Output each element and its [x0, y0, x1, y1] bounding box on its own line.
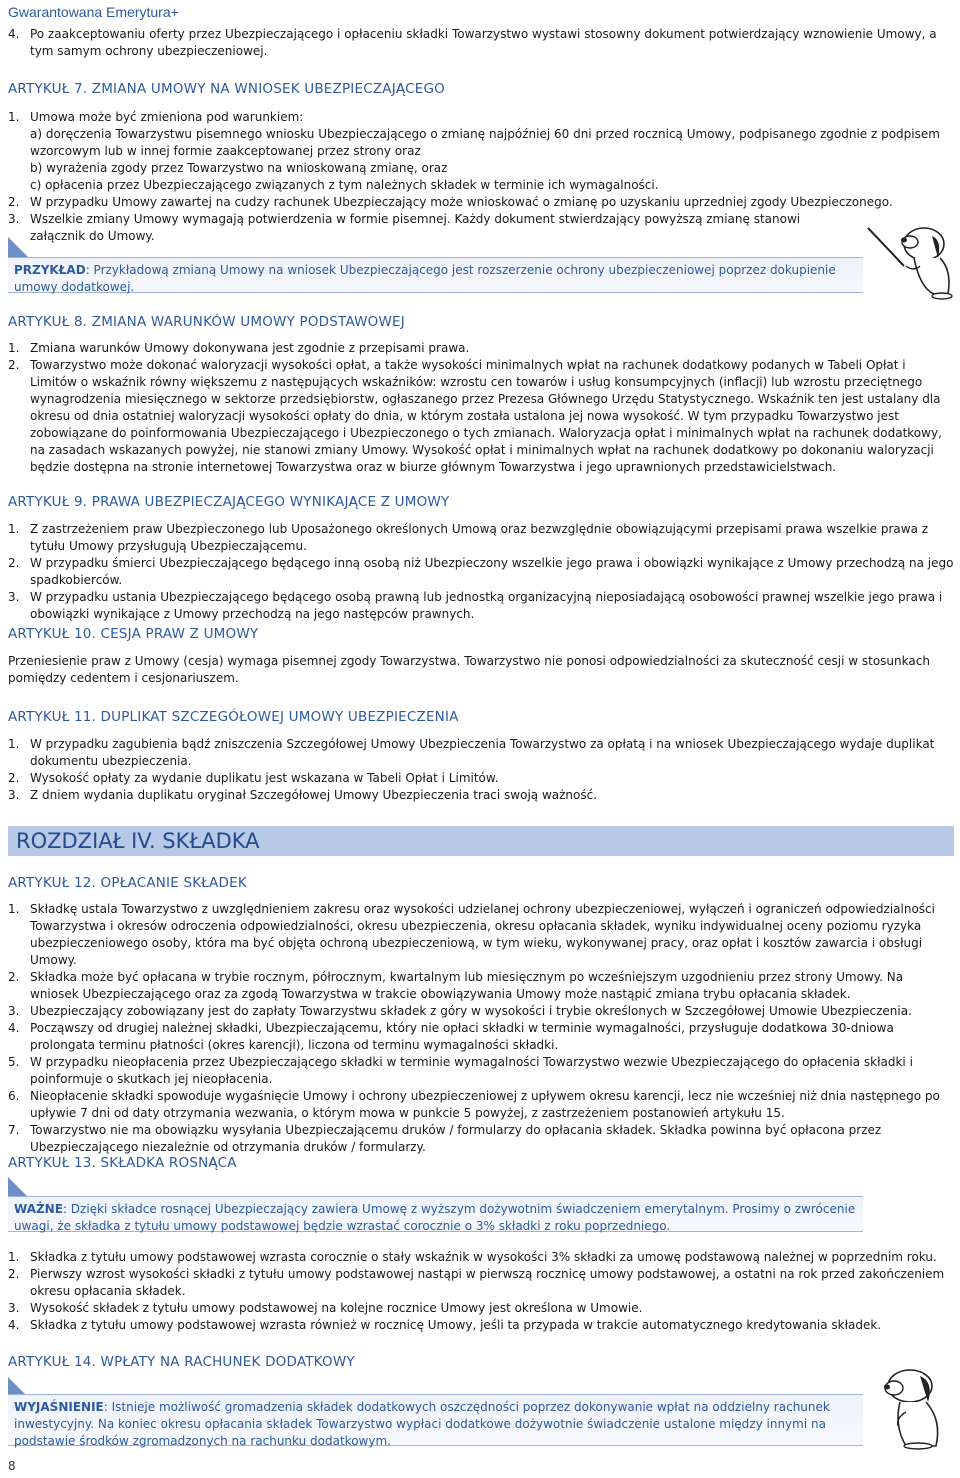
article-8-heading: ARTYKUŁ 8. ZMIANA WARUNKÓW UMOWY PODSTAWOWEJ	[8, 314, 405, 330]
item-text: Wysokość składek z tytułu umowy podstawowej na kolejne rocznice Umowy jest określona w Umowie.	[30, 1301, 643, 1315]
article-10-body: Przeniesienie praw z Umowy (cesja) wymaga pisemnej zgody Towarzystwa. Towarzystwo nie ponosi odpowiedzialności za skuteczność cesji w stosunkach pomiędzy cedentem i cesjonariuszem.	[8, 654, 930, 685]
item-number: 2.	[8, 1267, 20, 1281]
explanation-label: WYJAŚNIENIE	[14, 1400, 104, 1414]
item-number: 1.	[8, 522, 20, 536]
item-text: Z dniem wydania duplikatu oryginał Szczegółowej Umowy Ubezpieczenia traci swoją ważność.	[30, 788, 598, 802]
item-text: Składka z tytułu umowy podstawowej wzrasta również w rocznicę Umowy, jeśli ta przypada w trakcie automatycznego kredytowania składek.	[30, 1318, 882, 1332]
item-text: Z zastrzeżeniem praw Ubezpieczonego lub Uposażonego określonych Umową oraz bezwzględnie obowiązującymi przepisami prawa wszelkie prawa z tytułu Umowy przysługują Ubezpieczającemu.	[30, 522, 929, 553]
art6-item-4	[8, 26, 954, 60]
item-text: Umowa może być zmieniona pod warunkiem:	[30, 110, 304, 124]
article-10-heading: ARTYKUŁ 10. CESJA PRAW Z UMOWY	[8, 626, 259, 642]
item-number: 7.	[8, 1123, 20, 1137]
item-text: W przypadku Umowy zawartej na cudzy rachunek Ubezpieczający może wnioskować o zmianę po uzyskaniu uprzedniej zgody Ubezpieczonego.	[30, 195, 893, 209]
example-corner-triangle	[8, 237, 30, 259]
item-text: Począwszy od drugiej należnej składki, Ubezpieczającemu, który nie opłaci składki w terminie wymagalności, przysługuje dodatkowa 30-dniowa prolongata terminu płatności (okres karencji), liczona od terminu wymagalności składki.	[30, 1021, 894, 1052]
item-number: 1.	[8, 1250, 20, 1264]
item-text: W przypadku nieopłacenia przez Ubezpieczającego składki w terminie wymagalności Towarzystwo wezwie Ubezpieczającego do opłacenia składki i poinformuje o skutkach jej nieopłacenia.	[30, 1055, 913, 1086]
item-number: 1.	[8, 110, 20, 124]
sub-item-c: c) opłacenia przez Ubezpieczającego związanych z tym należnych składek w terminie ich wymagalności.	[30, 178, 659, 192]
item-number: 2.	[8, 771, 20, 785]
item-number: 1.	[8, 902, 20, 916]
explanation-text: : Istnieje możliwość gromadzenia składek dodatkowych oszczędności poprzez dokonywanie wpłat na oddzielny rachunek inwestycyjny. Na koniec okresu opłacania składek Towarzystwo wypłaci dodatkowe dożywotnie świadczenie ustalone między innymi na podstawie środków zgromadzonych na rachunku dodatkowym.	[14, 1400, 830, 1448]
article-14-heading: ARTYKUŁ 14. WPŁATY NA RACHUNEK DODATKOWY	[8, 1354, 355, 1370]
item-text: Zmiana warunków Umowy dokonywana jest zgodnie z przepisami prawa.	[30, 341, 470, 355]
item-number: 3.	[8, 212, 20, 226]
article-11-heading: ARTYKUŁ 11. DUPLIKAT SZCZEGÓŁOWEJ UMOWY UBEZPIECZENIA	[8, 709, 459, 725]
item-text: Składka może być opłacana w trybie rocznym, półrocznym, kwartalnym lub miesięcznym po wcześniejszym uzgodnieniu przez strony Umowy. Na wniosek Ubezpieczającego oraz za zgodą Towarzystwa w trakcie obowiązywania Umowy może nastąpić zmiana trybu opłacania składek.	[30, 970, 904, 1001]
article-11-body	[8, 736, 954, 804]
note-text: : Dzięki składce rosnącej Ubezpieczający zawiera Umowę z wyższym dożywotnim świadczeniem emerytalnym. Prosimy o zwrócenie uwagi, że składka z tytułu umowy podstawowej będzie wzrastać corocznie o 3% składki z roku poprzedniego.	[14, 1202, 856, 1233]
item-text: Składkę ustala Towarzystwo z uwzględnieniem zakresu oraz wysokości udzielanej ochrony ubezpieczeniowej, wyłączeń i ograniczeń odpowiedzialności Towarzystwa i okresów odroczenia odpowiedzialności, okresu ubezpieczenia, okresu opłacania składek, wyniku indywidualnej oceny poziomu ryzyka ubezpieczeniowego osoby, która ma być objęta ochroną ubezpieczeniową, w tym wieku, wykonywanej pracy, oraz opłat i kosztów zawarcia i obsługi Umowy.	[30, 902, 935, 967]
item-text: W przypadku zagubienia bądź zniszczenia Szczegółowej Umowy Ubezpieczenia Towarzystwo za opłatą i na wniosek Ubezpieczającego wydaje duplikat dokumentu ubezpieczenia.	[30, 737, 935, 768]
item-text: W przypadku śmierci Ubezpieczającego będącego inną osobą niż Ubezpieczony wszelkie jego prawa i obowiązki wynikające z Umowy przechodzą na jego spadkobierców.	[30, 556, 954, 587]
item-text: W przypadku ustania Ubezpieczającego będącego osobą prawną lub jednostką organizacyjną nieposiadającą osobowości prawnej wszelkie jego prawa i obowiązki wynikające z Umowy przechodzą na jego następców prawnych.	[30, 590, 943, 621]
snoopy-thinking-illustration	[866, 1360, 954, 1450]
item-number: 3.	[8, 1004, 20, 1018]
item-text: Wysokość opłaty za wydanie duplikatu jest wskazana w Tabeli Opłat i Limitów.	[30, 771, 499, 785]
sub-item-b: b) wyrażenia zgody przez Towarzystwo na wnioskowaną zmianę, oraz	[30, 161, 448, 175]
sub-item-a: a) doręczenia Towarzystwu pisemnego wniosku Ubezpieczającego o zmianę najpóźniej 60 dni przed rocznicą Umowy, podpisanego zgodnie z podpisem wzorcowym lub w innej formie zaakceptowanej przez strony oraz	[30, 127, 940, 158]
item-number: 2.	[8, 195, 20, 209]
item-number: 5.	[8, 1055, 20, 1069]
item-text: Towarzystwo może dokonać waloryzacji wysokości opłat, a także wysokości minimalnych wpłat na rachunek dodatkowy podanych w Tabeli Opłat i Limitów o wskaźnik równy większemu z następujących wskaźników: wzrostu cen towarów i usług konsumpcyjnych (inflacji) lub wzrostu przeciętnego wynagrodzenia miesięcznego w sektorze przedsiębiorstw, ogłaszanego przez Prezesa Głównego Urzędu Statystycznego. Wskaźnik ten jest ustalany dla okresu od dnia ostatniej waloryzacji wysokości opłaty do dnia, w którym została ustalona jej nowa wysokość. W tym przypadku Towarzystwo jest zobowiązane do poinformowania Ubezpieczającego i Ubezpieczonego o tych zmianach. Waloryzacja opłat i minimalnych wpłat na rachunek dodatkowy, na zasadach wskazanych powyżej, nie stanowi zmiany Umowy. Wysokość opłat i minimalnych wpłat na rachunek dodatkowy po dokonaniu waloryzacji będzie dostępna na stronie internetowej Towarzystwa oraz w biurze głównym Towarzystwa i jego uprawnionych przedstawicielstwach.	[30, 358, 942, 474]
article-12-body	[8, 901, 954, 1156]
example-label: PRZYKŁAD	[14, 263, 86, 277]
article-8-body	[8, 340, 954, 476]
note-label: WAŻNE	[14, 1202, 63, 1216]
item-number: 3.	[8, 1301, 20, 1315]
item-text: Towarzystwo nie ma obowiązku wysyłania Ubezpieczającemu druków / formularzy do opłacania składek. Składka powinna być opłacona przez Ubezpieczającego niezależnie od otrzymania druków / formularzy.	[30, 1123, 882, 1154]
item-number: 1.	[8, 737, 20, 751]
snoopy-pointer-illustration	[862, 222, 954, 300]
example-text: : Przykładową zmianą Umowy na wniosek Ubezpieczającego jest rozszerzenie ochrony ubezpieczeniowej poprzez dokupienie umowy dodatkowej.	[14, 263, 836, 294]
article-7-heading: ARTYKUŁ 7. ZMIANA UMOWY NA WNIOSEK UBEZPIECZAJĄCEGO	[8, 81, 445, 97]
article-13-body	[8, 1249, 954, 1334]
example-box	[8, 257, 863, 293]
item-number: 2.	[8, 970, 20, 984]
article-12-heading: ARTYKUŁ 12. OPŁACANIE SKŁADEK	[8, 875, 247, 891]
chapter-title: ROZDZIAŁ IV. SKŁADKA	[16, 829, 260, 853]
important-note-box	[8, 1196, 863, 1232]
item-text: Nieopłacenie składki spowoduje wygaśnięcie Umowy i ochrony ubezpieczeniowej z upływem okresu karencji, lecz nie wcześniej niż dnia następnego po upływie 7 dni od daty otrzymania wezwania, o którym mowa w punkcie 5 powyżej, z zastrzeżeniem postanowień artykułu 15.	[30, 1089, 940, 1120]
item-number: 2.	[8, 556, 20, 570]
item-number: 1.	[8, 341, 20, 355]
item-text: Pierwszy wzrost wysokości składki z tytułu umowy podstawowej nastąpi w pierwszą rocznicę umowy podstawowej, a ostatni na rok przed zakończeniem okresu opłacania składek.	[30, 1267, 945, 1298]
item-number: 2.	[8, 358, 20, 372]
explanation-box	[8, 1394, 863, 1446]
article-9-body	[8, 521, 954, 623]
item-text: Po zaakceptowaniu oferty przez Ubezpieczającego i opłaceniu składki Towarzystwo wystawi stosowny dokument potwierdzający wznowienie Umowy, a tym samym ochrony ubezpieczeniowej.	[30, 27, 937, 58]
article-7-body	[8, 109, 954, 245]
item-text: Składka z tytułu umowy podstawowej wzrasta corocznie o stały wskaźnik w wysokości 3% składki za umowę podstawową należnej w poprzednim roku.	[30, 1250, 937, 1264]
chapter-banner	[8, 826, 954, 856]
item-number: 4.	[8, 27, 20, 41]
item-text: Wszelkie zmiany Umowy wymagają potwierdzenia w formie pisemnej. Każdy dokument stwierdzający powyższą zmianę stanowi załącznik do Umowy.	[30, 212, 801, 243]
article-9-heading: ARTYKUŁ 9. PRAWA UBEZPIECZAJĄCEGO WYNIKAJĄCE Z UMOWY	[8, 494, 450, 510]
item-number: 3.	[8, 788, 20, 802]
item-text: Ubezpieczający zobowiązany jest do zapłaty Towarzystwu składek z góry w wysokości i trybie określonych w Szczegółowej Umowie Ubezpieczenia.	[30, 1004, 912, 1018]
item-number: 4.	[8, 1021, 20, 1035]
page-number: 8	[8, 1459, 16, 1473]
item-number: 3.	[8, 590, 20, 604]
document-title: Gwarantowana Emerytura+	[8, 4, 179, 20]
item-number: 4.	[8, 1318, 20, 1332]
article-13-heading: ARTYKUŁ 13. SKŁADKA ROSNĄCA	[8, 1155, 237, 1171]
item-number: 6.	[8, 1089, 20, 1103]
